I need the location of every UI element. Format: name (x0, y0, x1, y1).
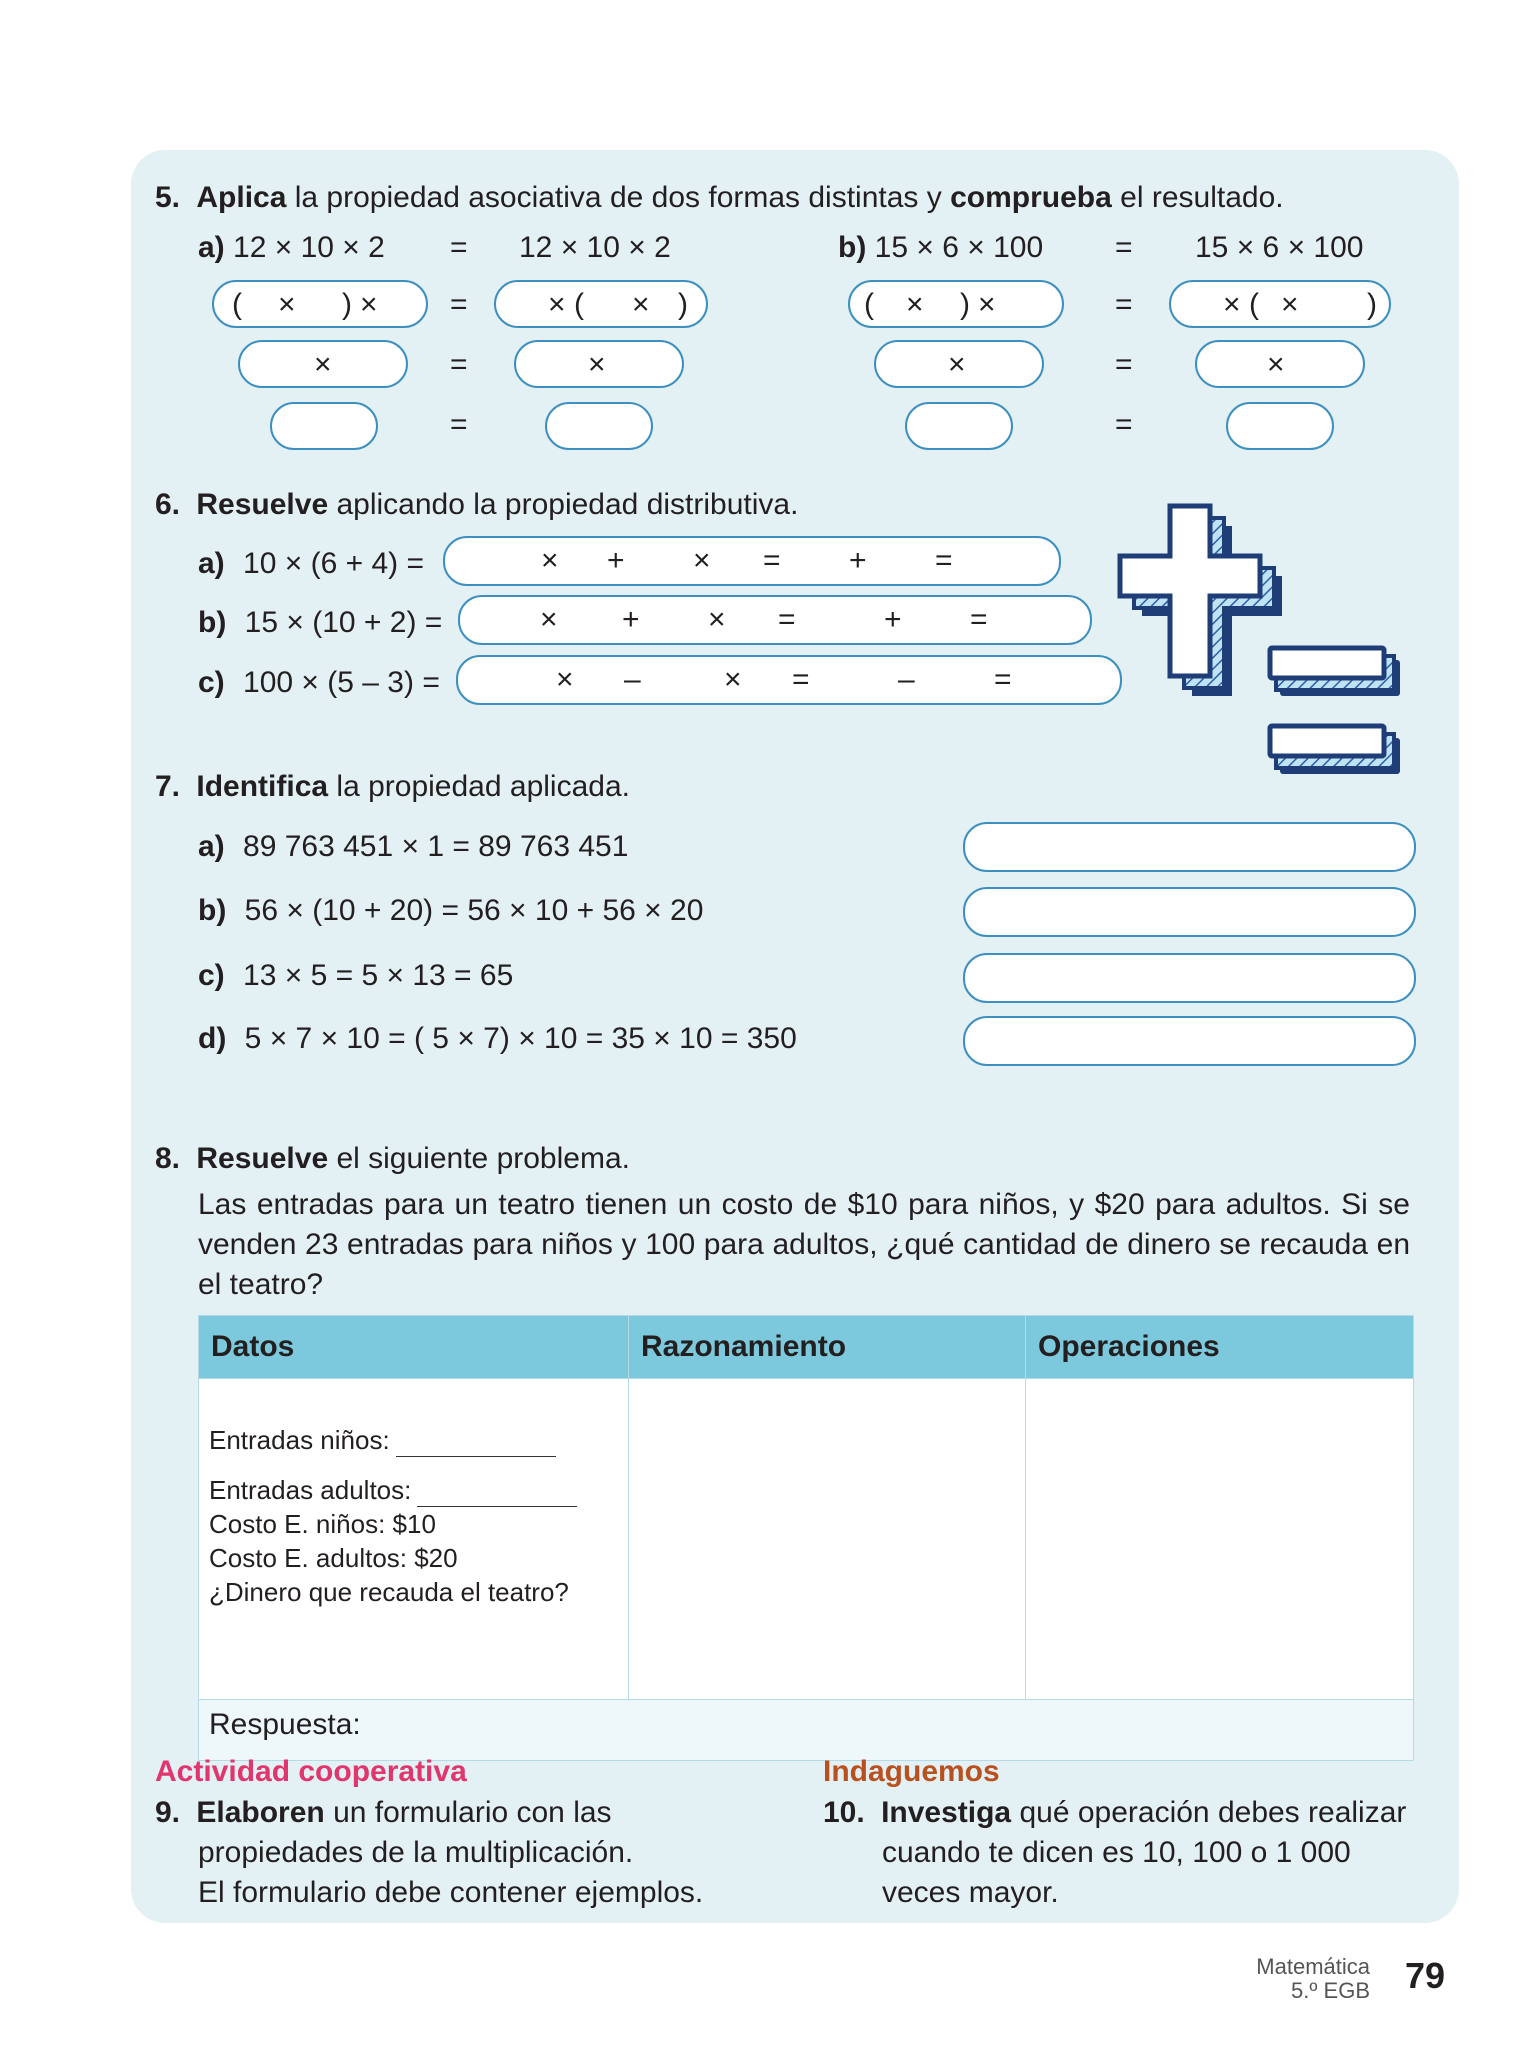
ex6b-answer-field[interactable]: × + × = + = (458, 595, 1092, 645)
ex10-instruction: 10. Investiga qué operación debes realizar (823, 1796, 1407, 1829)
ex7c-answer-field[interactable] (963, 953, 1416, 1003)
razonamiento-cell[interactable] (629, 1379, 1026, 1700)
page-number: 79 (1405, 1955, 1446, 1996)
ex6b-label: b) 15 × (10 + 2) = (198, 606, 443, 639)
ex5a-expression: a) 12 × 10 × 2 (198, 231, 385, 264)
cooperative-activity-heading: Actividad cooperativa (155, 1755, 467, 1788)
plus-minus-decoration-icon (1100, 490, 1420, 810)
ex5b-grouping-left-field[interactable]: ( × ) × (848, 280, 1064, 328)
equals-sign: = (450, 348, 468, 381)
ex5a-result-left-field[interactable] (270, 402, 378, 450)
ex10-line-2: cuando te dicen es 10, 100 o 1 000 (882, 1836, 1351, 1869)
ex5b-grouping-right-field[interactable]: × ( × ) (1169, 280, 1391, 328)
ex7c-statement: c) 13 × 5 = 5 × 13 = 65 (198, 959, 514, 992)
equals-sign: = (450, 288, 468, 321)
ex5b-product-right-field[interactable]: × (1195, 340, 1365, 388)
ex5a-grouping-right-field[interactable]: × ( × ) (494, 280, 708, 328)
data-line-cost-children: Costo E. niños: $10 (209, 1509, 436, 1539)
table-row (199, 1379, 1414, 1700)
ex5b-expression: b) 15 × 6 × 100 (838, 231, 1044, 264)
datos-cell[interactable] (199, 1379, 629, 1700)
footer-subject: Matemática 5.º EGB (1256, 1954, 1370, 2003)
ex7d-statement: d) 5 × 7 × 10 = ( 5 × 7) × 10 = 35 × 10 = 350 (198, 1022, 797, 1055)
data-line-adults: Entradas adultos: (209, 1473, 618, 1507)
ex6c-answer-field[interactable]: × – × = – = (456, 655, 1122, 705)
ex5a-result-right-field[interactable] (545, 402, 653, 450)
ex10-line-3: veces mayor. (882, 1876, 1059, 1909)
ex5-number: 5. (155, 181, 181, 214)
ex9-line-2: propiedades de la multiplicación. (198, 1836, 634, 1869)
equals-sign: = (1115, 408, 1133, 441)
operaciones-cell[interactable] (1026, 1379, 1414, 1700)
ex8-solution-table (198, 1315, 1414, 1761)
ex6a-answer-field[interactable]: × + × = + = (443, 536, 1061, 586)
ex7-instruction: 7. Identifica la propiedad aplicada. (155, 770, 630, 803)
ex5-instruction: 5. Aplica la propiedad asociativa de dos formas distintas y comprueba el resultado. (155, 181, 1284, 214)
blank-line[interactable] (396, 1430, 556, 1457)
ex9-instruction: 9. Elaboren un formulario con las (155, 1796, 612, 1829)
ex5a-grouping-left-field[interactable]: ( × ) × (212, 280, 428, 328)
equals-sign: = (1115, 231, 1133, 264)
data-line-children: Entradas niños: (209, 1423, 618, 1457)
equals-sign: = (450, 231, 468, 264)
ex5b-expression-copy: 15 × 6 × 100 (1195, 231, 1364, 264)
ex5b-result-left-field[interactable] (905, 402, 1013, 450)
ex6c-label: c) 100 × (5 – 3) = (198, 666, 440, 699)
equals-sign: = (1115, 348, 1133, 381)
ex5b-product-left-field[interactable]: × (874, 340, 1044, 388)
ex7b-answer-field[interactable] (963, 887, 1416, 937)
table-header-operaciones: Operaciones (1026, 1316, 1414, 1379)
ex8-problem-text: Las entradas para un teatro tienen un costo de $10 para niños, y $20 para adultos. Si se venden 23 entradas para niños y 100 para adultos, ¿qué cantidad de dinero se recauda en el teatro? (198, 1188, 1410, 1301)
ex8-instruction: 8. Resuelve el siguiente problema. (155, 1142, 630, 1175)
data-line-question: ¿Dinero que recauda el teatro? (209, 1577, 569, 1607)
blank-line[interactable] (417, 1480, 577, 1507)
ex5a-product-left-field[interactable]: × (238, 340, 408, 388)
ex9-line-3: El formulario debe contener ejemplos. (198, 1876, 704, 1909)
table-header-datos: Datos (199, 1316, 629, 1379)
ex7d-answer-field[interactable] (963, 1016, 1416, 1066)
ex6-instruction: 6. Resuelve aplicando la propiedad distributiva. (155, 488, 799, 521)
data-line-cost-adults: Costo E. adultos: $20 (209, 1543, 458, 1573)
equals-sign: = (1115, 288, 1133, 321)
answer-field[interactable]: Respuesta: (199, 1700, 1414, 1761)
ex7a-statement: a) 89 763 451 × 1 = 89 763 451 (198, 830, 629, 863)
answer-row (199, 1700, 1414, 1761)
ex5a-product-right-field[interactable]: × (514, 340, 684, 388)
table-header-razonamiento: Razonamiento (629, 1316, 1026, 1379)
ex5b-result-right-field[interactable] (1226, 402, 1334, 450)
ex5a-expression-copy: 12 × 10 × 2 (519, 231, 671, 264)
ex7b-statement: b) 56 × (10 + 20) = 56 × 10 + 56 × 20 (198, 894, 704, 927)
ex6a-label: a) 10 × (6 + 4) = (198, 547, 424, 580)
table-header-row (199, 1316, 1414, 1379)
ex7a-answer-field[interactable] (963, 822, 1416, 872)
inquiry-heading: Indaguemos (823, 1755, 1000, 1788)
equals-sign: = (450, 408, 468, 441)
